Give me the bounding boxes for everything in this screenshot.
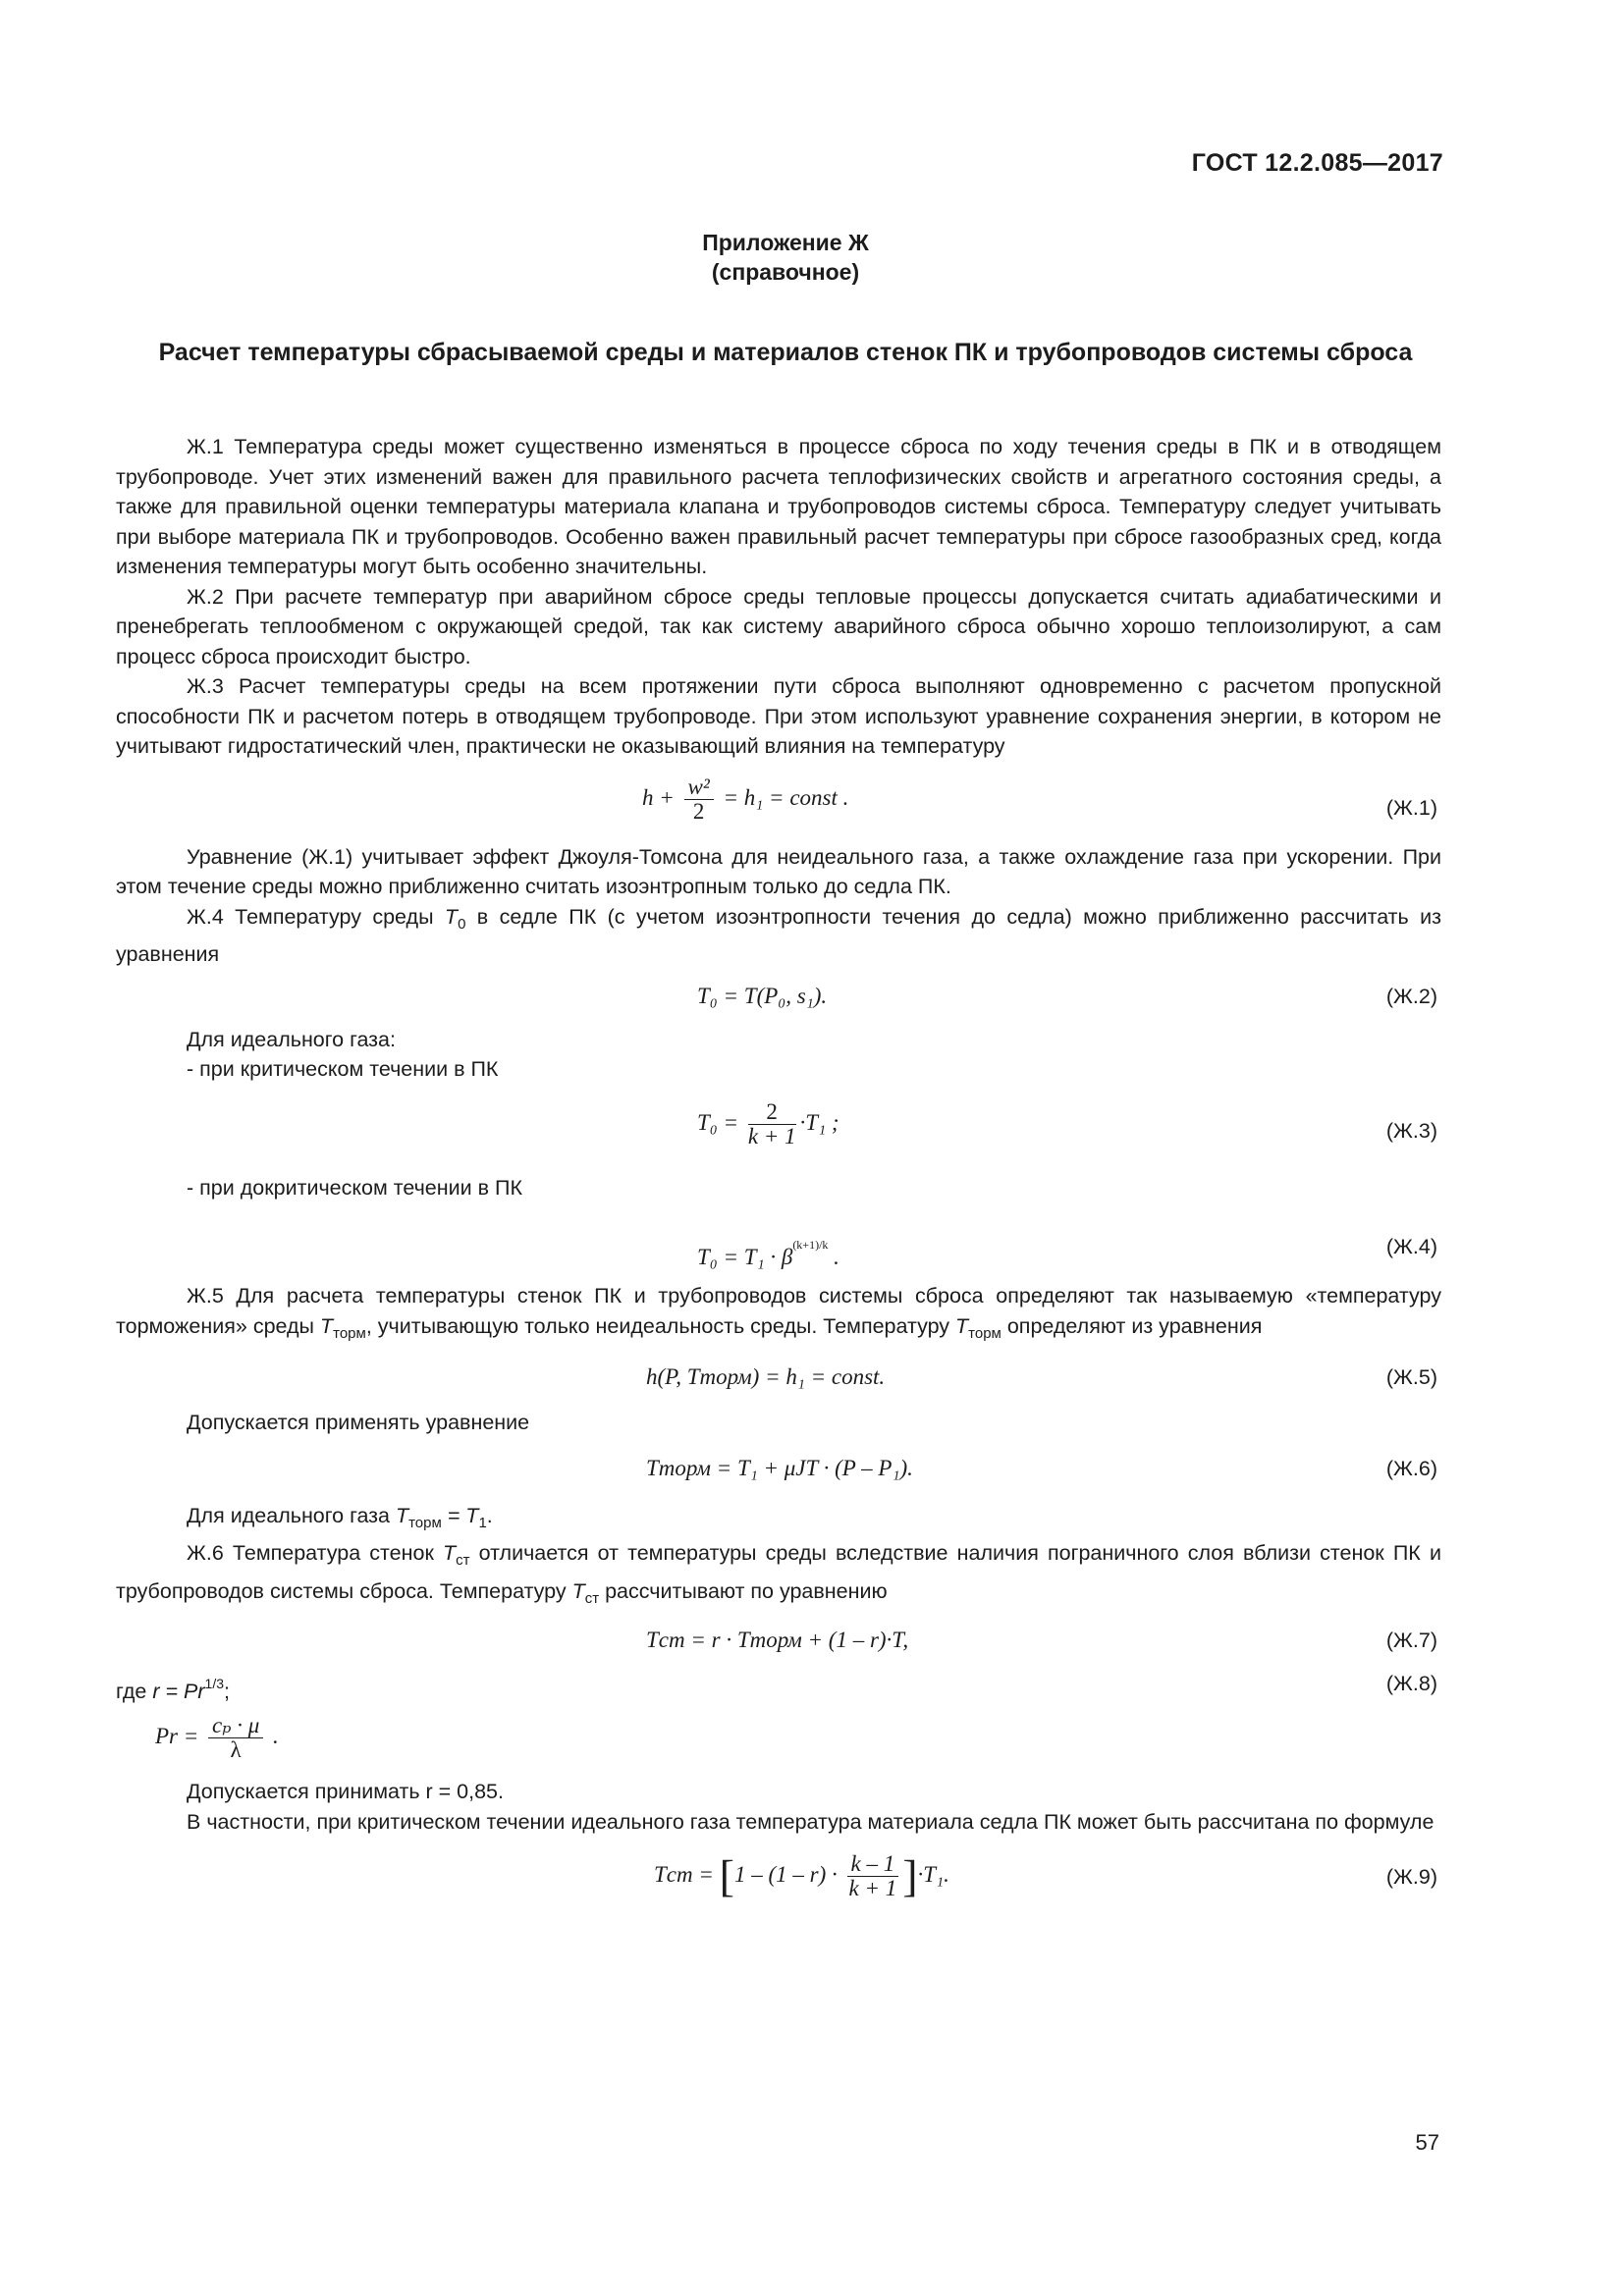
symbol-sub-torm-2: торм (968, 1324, 1001, 1342)
formula-zh3-label: (Ж.3) (1385, 1118, 1437, 1143)
symbol-sub-0: 0 (458, 915, 466, 933)
formula-zh5-label: (Ж.5) (1385, 1365, 1437, 1389)
section-title: Расчет температуры сбрасываемой среды и материалов стенок ПК и трубопроводов системы сброса (158, 339, 1413, 366)
formula-zh3-left: T₀ = (697, 1109, 744, 1135)
r-definition-start: где (116, 1680, 153, 1703)
appendix-heading (550, 228, 1021, 287)
paragraph-zh1: Ж.1 Температура среды может существенно изменяться в процессе сброса по ходу течения среды в ПК и в отводящем трубопроводе. Учет этих изменений важен для правильного расчета теплофизических свойств и агрегатного состояния среды, а также для правильной оценки температуры материала клапана и трубопроводов системы сброса. Температуру следует учитывать при выборе материала ПК и трубопроводов. Особенно важен правильный расчет температуры при сбросе газообразных сред, когда изменения температуры могут быть особенно значительны. (116, 435, 1441, 578)
paragraph-zh4-end: в седле ПК (с учетом изоэнтропности течения до седла) можно приближенно рассчитать из уравнения (116, 904, 1441, 966)
formula-zh1-numerator: w² (684, 775, 714, 800)
formula-zh6-label: (Ж.6) (1385, 1456, 1437, 1480)
paragraph-zh5 (116, 1281, 1441, 1349)
formula-zh7 (116, 1620, 1441, 1663)
ideal-gas-torm-start: Для идеального газа (187, 1503, 396, 1527)
paragraph-zh4 (116, 902, 1441, 970)
symbol-t-st-1: T (443, 1541, 457, 1565)
standard-header: ГОСТ 12.2.085—2017 (1191, 149, 1443, 177)
formula-prandtl-right: . (267, 1723, 279, 1748)
symbol-sub-1: 1 (478, 1514, 487, 1531)
formula-zh3-fraction (748, 1100, 796, 1148)
formula-prandtl-left: Pr = (155, 1723, 205, 1748)
paragraph-critical-ideal: В частности, при критическом течении идеального газа температура материала седла ПК может быть рассчитана по формуле (187, 1809, 1435, 1834)
formula-zh4-left: T₀ = T₁ · β (697, 1245, 793, 1269)
paragraph-zh4-start: Ж.4 Температуру среды (187, 904, 445, 929)
formula-zh9-label: (Ж.9) (1385, 1865, 1437, 1889)
formula-zh1 (116, 775, 1441, 836)
symbol-t-st-2: T (571, 1578, 585, 1603)
formula-zh4-label: (Ж.4) (1385, 1235, 1437, 1258)
formula-zh3-right: ·T₁ ; (799, 1109, 839, 1135)
formula-zh9-right: ·T₁. (917, 1861, 949, 1887)
formula-zh9-fraction (847, 1852, 899, 1900)
formula-prandtl-numerator: cₚ · μ (208, 1714, 263, 1738)
formula-zh3-denominator: k + 1 (747, 1123, 796, 1148)
formula-zh9 (116, 1842, 1441, 1911)
formula-zh1-right: = h₁ = const . (717, 784, 849, 810)
formula-prandtl-denominator: λ (230, 1737, 242, 1762)
symbol-dot: . (486, 1503, 493, 1527)
ideal-gas-line: Для идеального газа: (187, 1027, 396, 1051)
formula-zh9-middle: 1 – (1 – r) · (733, 1861, 843, 1887)
formula-zh2 (116, 976, 1441, 1019)
formula-zh9-right-bracket: ] (902, 1850, 918, 1901)
paragraph-zh5-end: определяют из уравнения (1001, 1313, 1263, 1338)
formula-zh2-label: (Ж.2) (1385, 984, 1437, 1008)
critical-flow-line: - при критическом течении в ПК (187, 1057, 499, 1081)
formula-zh6-expr: Tторм = T₁ + μJT · (P – P₁). (646, 1455, 913, 1480)
symbol-equals-t: = T (441, 1503, 479, 1527)
formula-zh9-left-bracket: [ (719, 1850, 734, 1901)
formula-zh8-label: (Ж.8) (1385, 1672, 1437, 1695)
page-number: 57 (1415, 2130, 1439, 2155)
paragraph-zh3: Ж.3 Расчет температуры среды на всем протяжении пути сброса выполняют одновременно с расчетом пропускной способности ПК и расчетом потерь в отводящем трубопроводе. При этом используют уравнение сохранения энергии, в котором не учитывают гидростатический член, практически не оказывающий влияния на температуру (116, 674, 1441, 758)
formula-zh8 (116, 1669, 1441, 1703)
formula-zh4 (116, 1210, 1441, 1275)
formula-zh3 (116, 1095, 1441, 1167)
paragraph-zh2: Ж.2 При расчете температур при аварийном сбросе среды тепловые процессы допускается считать адиабатическими и пренебрегать теплообменом с окружающей средой, так как систему аварийного сброса обычно хорошо теплоизолируют, а сам процесс сброса происходит быстро. (116, 584, 1441, 668)
formula-prandtl (116, 1706, 1441, 1771)
r-definition-semicolon: ; (224, 1680, 230, 1703)
paragraph-zh6-end: рассчитывают по уравнению (599, 1578, 888, 1603)
formula-zh9-numerator: k – 1 (847, 1852, 899, 1877)
paragraph-zh5-middle: , учитывающую только неидеальность среды. Температуру (365, 1313, 956, 1338)
symbol-sub-st-2: ст (584, 1589, 600, 1607)
formula-zh5-expr: h(P, Tторм) = h₁ = const. (646, 1364, 886, 1389)
allowed-equation-line: Допускается применять уравнение (187, 1411, 530, 1434)
paragraph-zh6-start: Ж.6 Температура стенок (187, 1541, 443, 1565)
formula-prandtl-fraction (208, 1714, 263, 1762)
symbol-t-torm-1: T (319, 1313, 334, 1338)
r-definition-exponent: 1/3 (204, 1676, 224, 1691)
paragraph-zh1-note: Уравнение (Ж.1) учитывает эффект Джоуля-Томсона для неидеального газа, а также охлаждение газа при ускорении. При этом течение среды можно приближенно считать изоэнтропным только до седла ПК. (116, 844, 1441, 898)
formula-zh6 (116, 1444, 1441, 1495)
formula-zh1-label: (Ж.1) (1385, 795, 1437, 820)
symbol-sub-st-1: ст (456, 1552, 470, 1569)
formula-zh1-left: h + (642, 784, 680, 810)
subcritical-flow-line: - при докритическом течении в ПК (187, 1175, 522, 1200)
formula-zh7-label: (Ж.7) (1385, 1629, 1437, 1652)
formula-zh1-denominator: 2 (692, 798, 705, 824)
paragraph-zh6 (116, 1538, 1441, 1614)
formula-zh3-numerator: 2 (748, 1100, 796, 1125)
symbol-sub-torm-3: торм (408, 1514, 442, 1531)
formula-zh7-expr: Tст = r · Tторм + (1 – r)·T, (646, 1628, 909, 1652)
symbol-t-torm-3: T (395, 1503, 409, 1527)
symbol-sub-torm-1: торм (333, 1324, 366, 1342)
r-definition (116, 1669, 230, 1707)
paragraph-zh5-start: Ж.5 Для расчета температуры стенок ПК и трубопроводов системы сброса определяют так называемую «температуру торможения» среды (116, 1284, 1441, 1338)
ideal-gas-torm-line (116, 1501, 1441, 1539)
formula-zh4-exponent: (k+1)/k (792, 1238, 829, 1252)
formula-zh5 (116, 1355, 1441, 1402)
paragraph-zh6-middle: отличается от температуры среды вследствие наличия пограничного слоя вблизи стенок ПК и трубопроводов системы сброса. Температуру (116, 1541, 1441, 1603)
formula-zh9-denominator: k + 1 (848, 1876, 897, 1900)
symbol-t-torm-2: T (955, 1313, 969, 1338)
appendix-title: Приложение Ж (702, 230, 869, 255)
formula-zh4-right: . (828, 1245, 839, 1269)
formula-zh1-fraction (684, 775, 714, 824)
r-accept-line: Допускается принимать r = 0,85. (187, 1780, 504, 1803)
r-definition-expr: r = Pr (152, 1680, 205, 1703)
formula-zh9-left: Tст = (654, 1861, 720, 1887)
formula-zh2-expr: T₀ = T(P₀, s₁). (697, 983, 828, 1008)
symbol-t: T (444, 904, 459, 929)
appendix-kind: (справочное) (711, 259, 860, 285)
document-body (116, 432, 1441, 1917)
